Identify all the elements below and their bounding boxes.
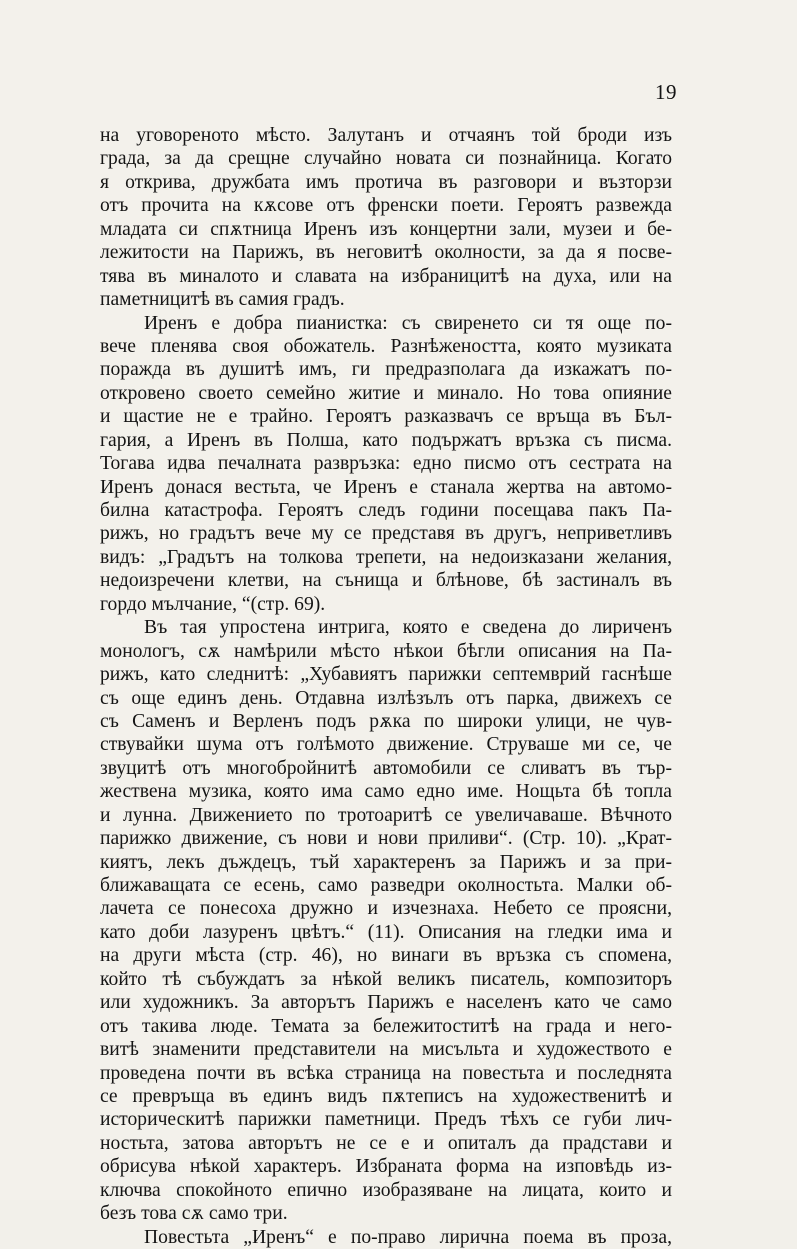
page-number: 19 — [655, 80, 677, 104]
text-line: витѣ знаменити представители на мисъльта и художеството е — [100, 1039, 672, 1061]
text-line: видъ: „Градътъ на толкова трепети, на недоизказани желания, — [100, 546, 672, 568]
text-line: гордо мълчание, “(стр. 69). — [100, 593, 326, 615]
text-line: рижъ, като следнитѣ: „Хубавиятъ парижки септемврий гаснѣше — [100, 664, 672, 686]
text-line: обрисува нѣкой характеръ. Избраната форма на изповѣдь из- — [100, 1156, 672, 1178]
text-line: който тѣ събуждатъ за нѣкой великъ писатель, композиторъ — [100, 968, 672, 990]
text-line: като доби лазуренъ цвѣтъ.“ (11). Описания на гледки има и — [100, 921, 672, 943]
text-line: и лунна. Движението по тротоаритѣ се увеличаваше. Вѣчното — [100, 804, 672, 826]
body-text — [100, 124, 672, 1249]
text-line: гария, а Иренъ въ Полша, като подържатъ връзка съ писма. — [100, 429, 672, 451]
text-line: съ Саменъ и Верленъ подъ рѫка по широки улици, не чув- — [100, 710, 672, 732]
text-line: рижъ, но градътъ вече му се представя въ другъ, неприветливъ — [100, 523, 672, 545]
text-line: парижко движение, съ нови и нови приливи“. (Стр. 10). „Крат- — [100, 828, 672, 850]
text-line: ближаващата се есень, само разведри околностьта. Малки об- — [100, 875, 672, 896]
text-line: паметницитѣ въ самия градъ. — [100, 289, 345, 311]
text-line: жествена музика, която има само едно име. Нощьта бѣ топла — [100, 781, 672, 803]
text-line: на други мѣста (стр. 46), но винаги въ връзка съ спомена, — [100, 945, 672, 967]
text-line: лежитости на Парижъ, въ неговитѣ околности, за да я посве- — [100, 242, 672, 264]
text-line: Иренъ донася вестьта, че Иренъ е станала жертва на автомо- — [100, 476, 672, 498]
text-line: звуцитѣ отъ многобройнитѣ автомобили се сливатъ въ тър- — [100, 757, 672, 779]
text-line: киятъ, лекъ дъждецъ, тъй характеренъ за Парижъ и за при- — [100, 851, 672, 873]
text-line: поражда въ душитѣ имъ, ги предразполага да изкажатъ по- — [100, 359, 672, 381]
text-line: се превръща въ единъ видъ пѫтеписъ на художественитѣ и — [100, 1085, 672, 1107]
text-line: града, за да срещне случайно новата си познайница. Когато — [100, 148, 672, 170]
text-line: безъ това сѫ само три. — [100, 1203, 288, 1225]
text-line: отъ прочита на кѫсове отъ френски поети. Героятъ развежда — [100, 195, 672, 217]
text-line: Въ тая упростена интрига, която е сведена до лириченъ — [144, 617, 672, 639]
text-line: на уговореното мѣсто. Залутанъ и отчаянъ той броди изъ — [100, 125, 672, 146]
text-line: монологъ, сѫ намѣрили мѣсто нѣкои бѣгли описания на Па- — [100, 640, 672, 662]
text-line: я открива, дружбата имъ протича въ разговори и възторзи — [100, 171, 672, 193]
text-line: и щастие не е трайно. Героятъ разказвачъ се връща въ Бъл- — [100, 406, 672, 428]
text-line: или художникъ. За авторътъ Парижъ е населенъ като че само — [100, 992, 672, 1014]
text-line: билна катастрофа. Героятъ следъ години посещава пакъ Па- — [100, 500, 672, 521]
text-line: лачета се понесоха дружно и изчезнаха. Небето се проясни, — [100, 898, 672, 920]
text-line: откровено своето семейно житие и минало. Но това опияние — [100, 382, 672, 404]
text-line: недоизречени клетви, на сънища и блѣнове, бѣ застиналъ въ — [100, 570, 672, 592]
text-line: вече пленява своя обожатель. Разнѣжеността, която музиката — [100, 335, 672, 357]
text-line: младата си спѫтница Иренъ изъ концертни зали, музеи и бе- — [100, 218, 672, 240]
text-line: Иренъ е добра пианистка: съ свиренето си тя още по- — [144, 312, 672, 334]
text-line: ностьта, затова авторътъ не се е и опиталъ да прадстави и — [100, 1132, 672, 1154]
text-line: Тогава идва печалната развръзка: едно писмо отъ сестрата на — [100, 453, 672, 475]
text-line: тява въ миналото и славата на избраницитѣ на духа, или на — [100, 265, 672, 287]
text-line: Повестьта „Иренъ“ е по-право лирична поема въ проза, — [144, 1226, 672, 1248]
text-line: проведена почти въ всѣка страница на повестьта и последнята — [100, 1062, 672, 1084]
text-line: отъ такива люде. Темата за бележитоститѣ на града и него- — [100, 1015, 672, 1037]
text-line: ключва спокойното епично изобразяване на лицата, които и — [100, 1179, 672, 1201]
text-line: ствувайки шума отъ голѣмото движение. Струваше ми се, че — [100, 734, 672, 756]
text-line: съ още единъ день. Отдавна излѣзълъ отъ парка, движехъ се — [100, 687, 672, 709]
text-line: историческитѣ парижки паметници. Предъ тѣхъ се губи лич- — [100, 1109, 672, 1131]
